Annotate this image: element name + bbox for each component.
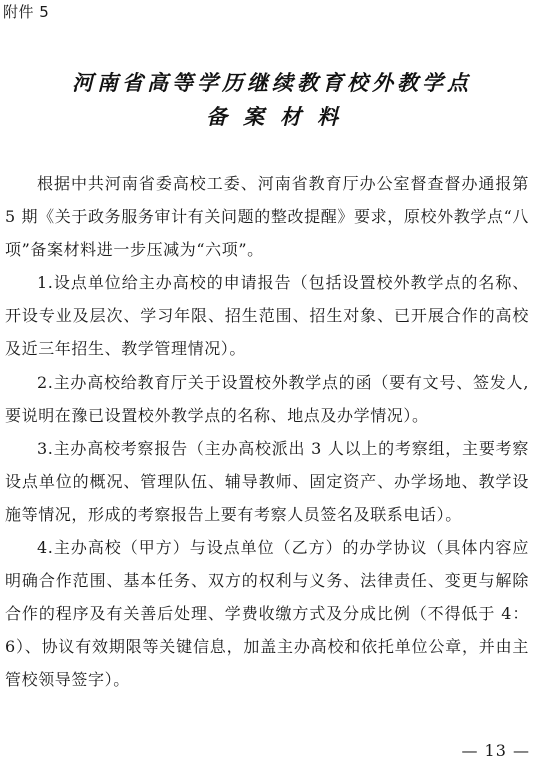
paragraph-item-1: 1.设点单位给主办高校的申请报告（包括设置校外教学点的名称、开设专业及层次、学习年限、招生范围、招生对象、已开展合作的高校及近三年招生、教学管理情况）。 [5, 273, 529, 359]
page-number: — 13 — [461, 741, 530, 760]
document-title-line-1: 河南省高等学历继续教育校外教学点 [72, 70, 472, 95]
paragraph-intro: 根据中共河南省委高校工委、河南省教育厅办公室督查督办通报第 5 期《关于政务服务审计有关问题的整改提醒》要求，原校外教学点“八项”备案材料进一步压减为“六项”。 [5, 174, 529, 260]
document-title-line-2: 备案材料 [206, 104, 354, 129]
paragraph-item-3: 3.主办高校考察报告（主办高校派出 3 人以上的考察组，主要考察设点单位的概况、管理队伍、辅导教师、固定资产、办学场地、教学设施等情况，形成的考察报告上要有考察人员签名及联系电话）。 [5, 438, 529, 524]
document-body [5, 167, 529, 697]
attachment-label: 附件 5 [3, 3, 50, 21]
paragraph-item-4: 4.主办高校（甲方）与设点单位（乙方）的办学协议（具体内容应明确合作范围、基本任务、双方的权利与义务、法律责任、变更与解除合作的程序及有关善后处理、学费收缴方式及分成比例（不得低于 4：6）、协议有效期限等关键信息，加盖主办高校和依托单位公章，并由主管校领导签字）。 [5, 538, 529, 690]
paragraph-item-2: 2.主办高校给教育厅关于设置校外教学点的函（要有文号、签发人,要说明在豫已设置校外教学点的名称、地点及办学情况）。 [5, 372, 529, 425]
